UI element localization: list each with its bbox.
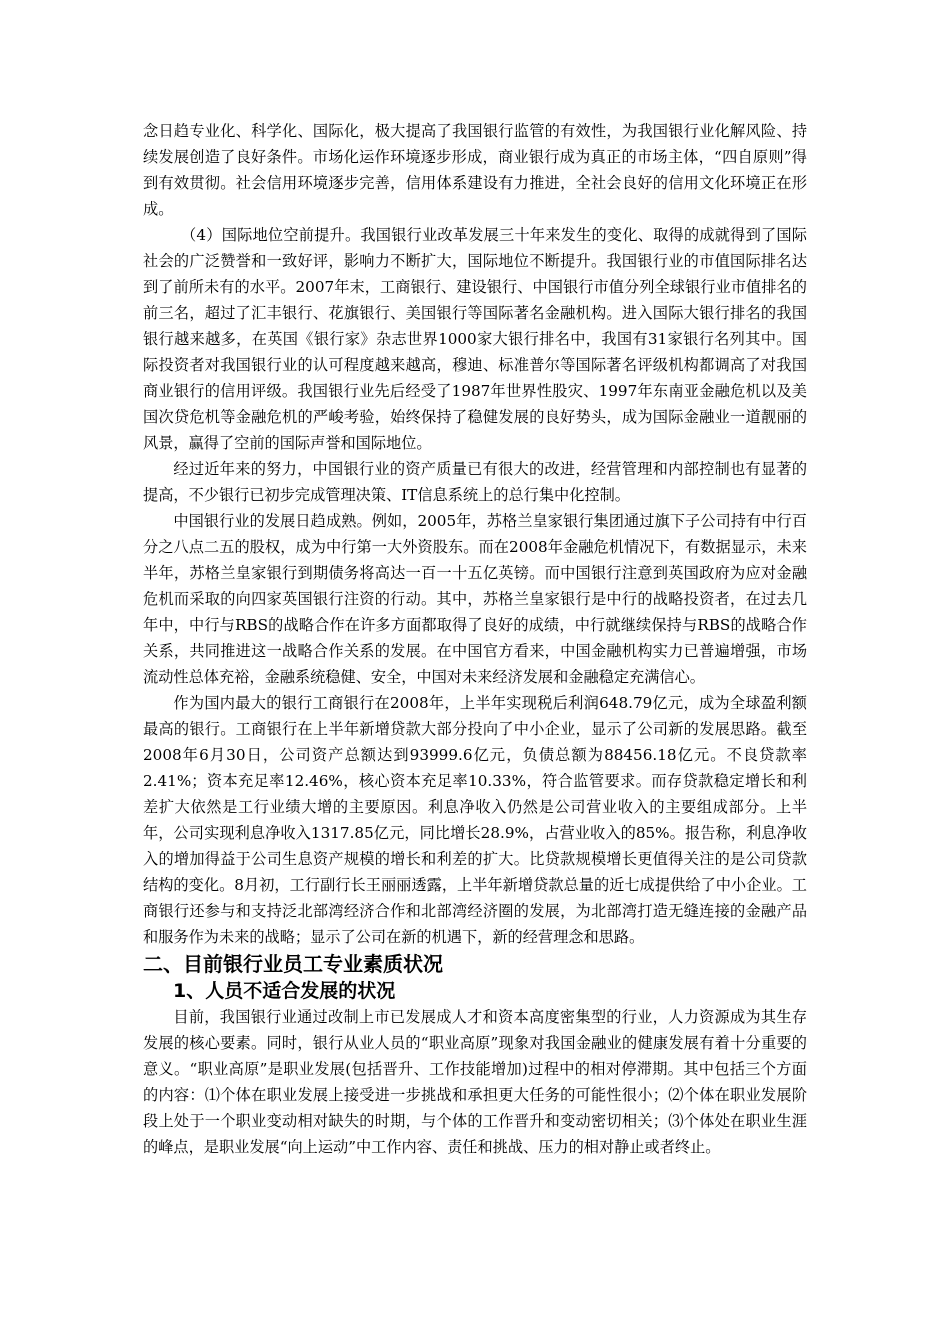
paragraph-career-plateau: 目前，我国银行业通过改制上市已发展成人才和资本高度密集型的行业，人力资源成为其生存发展的核心要素。同时，银行从业人员的“职业高原”现象对我国金融业的健康发展有着十分重要的意义。“职业高原”是职业发展(包括晋升、工作技能增加)过程中的相对停滞期。其中包括三个方面的内容：⑴个体在职业发展上接受进一步挑战和承担更大任务的可能性很小；⑵个体在职业发展阶段上处于一个职业变动相对缺失的时期，与个体的工作晋升和变动密切相关；⑶个体处在职业生涯的峰点，是职业发展“向上运动”中工作内容、责任和挑战、压力的相对静止或者终止。 xyxy=(143,1008,807,1156)
paragraph-icbc-performance: 作为国内最大的银行工商银行在2008年，上半年实现税后利润648.79亿元，成为全球盈利额最高的银行。工商银行在上半年新增贷款大部分投向了中小企业，显示了公司新的发展思路。截至2008年6月30日，公司资产总额达到93999.6亿元，负债总额为88456.18亿元。不良贷款率2.41%；资本充足率12.46%，核心资本充足率10.33%，符合监管要求。而存贷款稳定增长和利差扩大依然是工行业绩大增的主要原因。利息净收入仍然是公司营业收入的主要组成部分。上半年，公司实现利息净收入1317.85亿元，同比增长28.9%，占营业收入的85%。报告称，利息净收入的增加得益于公司生息资产规模的增长和利差的扩大。比贷款规模增长更值得关注的是公司贷款结构的变化。8月初，工行副行长王丽丽透露，上半年新增贷款总量的近七成提供给了中小企业。工商银行还参与和支持泛北部湾经济合作和北部湾经济圈的发展，为北部湾打造无缝连接的金融产品和服务作为未来的战略；显示了公司在新的机遇下，新的经营理念和思路。 xyxy=(143,694,807,946)
section-heading: 二、目前银行业员工专业素质状况 xyxy=(143,952,443,976)
subsection-heading: 1、人员不适合发展的状况 xyxy=(173,980,396,1002)
paragraph-asset-quality: 经过近年来的努力，中国银行业的资产质量已有很大的改进，经营管理和内部控制也有显著的提高，不少银行已初步完成管理决策、IT信息系统上的总行集中化控制。 xyxy=(143,460,807,504)
paragraph-international-status: （4）国际地位空前提升。我国银行业改革发展三十年来发生的变化、取得的成就得到了国际社会的广泛赞誉和一致好评，影响力不断扩大，国际地位不断提升。我国银行业的市值国际排名达到了前所未有的水平。2007年末，工商银行、建设银行、中国银行市值分列全球银行业市值排名的前三名，超过了汇丰银行、花旗银行、美国银行等国际著名金融机构。进入国际大银行排名的我国银行越来越多，在英国《银行家》杂志世界1000家大银行排名中，我国有31家银行名列其中。国际投资者对我国银行业的认可程度越来越高，穆迪、标准普尔等国际著名评级机构都调高了对我国商业银行的信用评级。我国银行业先后经受了1987年世界性股灾、1997年东南亚金融危机以及美国次贷危机等金融危机的严峻考验，始终保持了稳健发展的良好势头，成为国际金融业一道靓丽的风景，赢得了空前的国际声誉和国际地位。 xyxy=(143,226,807,452)
paragraph-banking-supervision: 念日趋专业化、科学化、国际化，极大提高了我国银行监管的有效性，为我国银行业化解风险、持续发展创造了良好条件。市场化运作环境逐步形成，商业银行成为真正的市场主体，“四自原则”得到有效贯彻。社会信用环境逐步完善，信用体系建设有力推进，全社会良好的信用文化环境正在形成。 xyxy=(143,122,807,218)
document-page xyxy=(143,118,807,1160)
paragraph-industry-maturity: 中国银行业的发展日趋成熟。例如，2005年，苏格兰皇家银行集团通过旗下子公司持有中行百分之八点二五的股权，成为中行第一大外资股东。而在2008年金融危机情况下，有数据显示，未来半年，苏格兰皇家银行到期债务将高达一百一十五亿英镑。而中国银行注意到英国政府为应对金融危机而采取的向四家英国银行注资的行动。其中，苏格兰皇家银行是中行的战略投资者，在过去几年中，中行与RBS的战略合作在许多方面都取得了良好的成绩，中行就继续保持与RBS的战略合作关系，共同推进这一战略合作关系的发展。在中国官方看来，中国金融机构实力已普遍增强，市场流动性总体充裕，金融系统稳健、安全，中国对未来经济发展和金融稳定充满信心。 xyxy=(143,512,807,686)
